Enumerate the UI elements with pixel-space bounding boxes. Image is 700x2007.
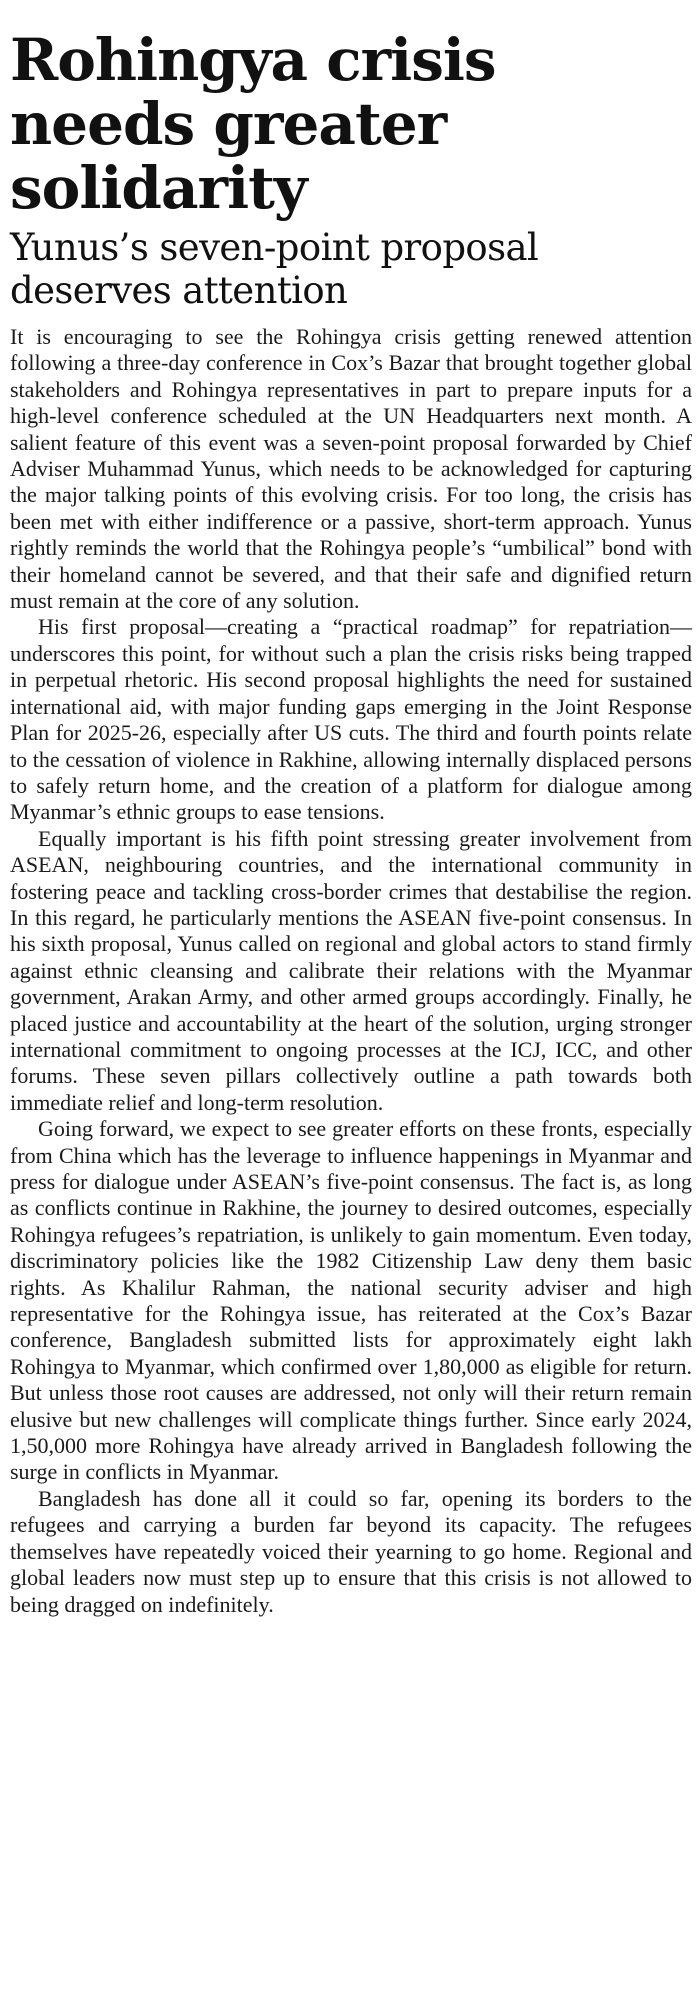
- paragraph-2: His first proposal—creating a “practical roadmap” for repatriation—underscores this point, for without such a plan the crisis risks being trapped in perpetual rhetoric. His second proposal highlights the need for sustained international aid, with major funding gaps emerging in the Joint Response Plan for 2025-26, especially after US cuts. The third and fourth points relate to the cessation of violence in Rakhine, allowing internally displaced persons to safely return home, and the creation of a platform for dialogue among Myanmar’s ethnic groups to ease tensions.: [10, 614, 692, 825]
- headline: Rohingya crisis needs greater solidarity: [10, 26, 496, 222]
- paragraph-4: Going forward, we expect to see greater efforts on these fronts, especially from China which has the leverage to influence happenings in Myanmar and press for dialogue under ASEAN’s five-point consensus. The fact is, as long as conflicts continue in Rakhine, the journey to desired outcomes, especially Rohingya refugees’s repatriation, is unlikely to gain momentum. Even today, discriminatory policies like the 1982 Citizenship Law deny them basic rights. As Khalilur Rahman, the national security adviser and high representative for the Rohingya issue, has reiterated at the Cox’s Bazar conference, Bangladesh submitted lists for approximately eight lakh Rohingya to Myanmar, which confirmed over 1,80,000 as eligible for return. But unless those root causes are addressed, not only will their return remain elusive but new challenges will complicate things further. Since early 2024, 1,50,000 more Rohingya have already arrived in Bangladesh following the surge in conflicts in Myanmar.: [10, 1116, 692, 1485]
- paragraph-3: Equally important is his fifth point stressing greater involvement from ASEAN, neighbouring countries, and the international community in fostering peace and tackling cross-border crimes that destabilise the region. In this regard, he particularly mentions the ASEAN five-point consensus. In his sixth proposal, Yunus called on regional and global actors to stand firmly against ethnic cleansing and calibrate their relations with the Myanmar government, Arakan Army, and other armed groups accordingly. Finally, he placed justice and accountability at the heart of the solution, urging stronger international commitment to ongoing processes at the ICJ, ICC, and other forums. These seven pillars collectively outline a path towards both immediate relief and long-term resolution.: [10, 825, 692, 1115]
- article-body: [10, 324, 692, 1618]
- paragraph-1: It is encouraging to see the Rohingya crisis getting renewed attention following a three-day conference in Cox’s Bazar that brought together global stakeholders and Rohingya representatives in part to prepare inputs for a high-level conference scheduled at the UN Headquarters next month. A salient feature of this event was a seven-point proposal forwarded by Chief Adviser Muhammad Yunus, which needs to be acknowledged for capturing the major talking points of this evolving crisis. For too long, the crisis has been met with either indifference or a passive, short-term approach. Yunus rightly reminds the world that the Rohingya people’s “umbilical” bond with their homeland cannot be severed, and that their safe and dignified return must remain at the core of any solution.: [10, 324, 692, 614]
- editorial-article: [10, 0, 692, 1618]
- subheadline: Yunus’s seven-point proposal deserves attention: [10, 226, 539, 312]
- paragraph-5: Bangladesh has done all it could so far, opening its borders to the refugees and carrying a burden far beyond its capacity. The refugees themselves have repeatedly voiced their yearning to go home. Regional and global leaders now must step up to ensure that this crisis is not allowed to being dragged on indefinitely.: [10, 1485, 692, 1617]
